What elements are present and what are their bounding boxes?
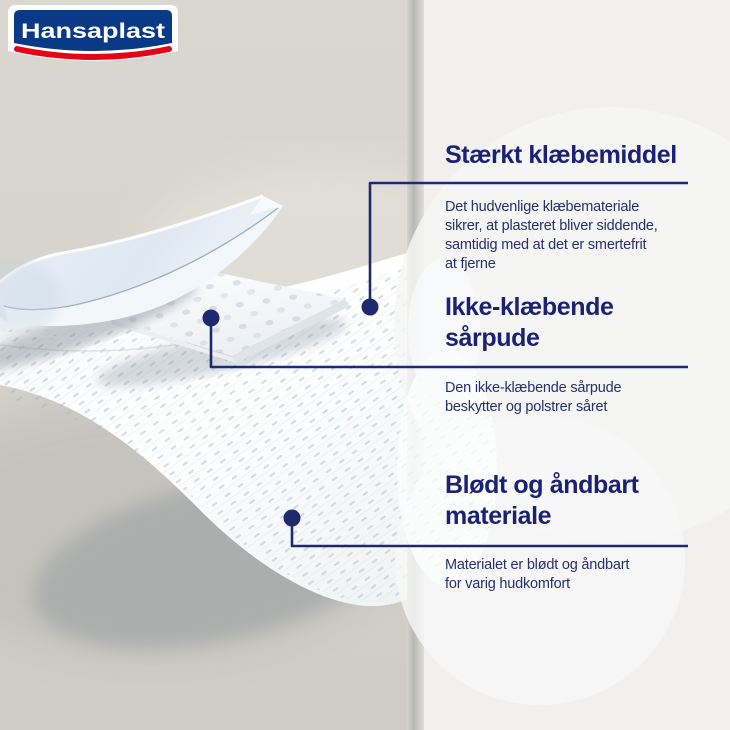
hansaplast-logo [8,5,178,61]
heading-bloedt-og-aandbart: Blødt og åndbart materiale [445,471,639,530]
heading-staerkt-klaebemiddel: Stærkt klæbemiddel [445,141,677,169]
marker-dot-wound-pad [203,310,220,327]
heading-ikke-klaebende-saarpude: Ikke-klæbende sårpude [445,293,614,352]
brand-wordmark: Hansaplast [21,20,166,43]
marker-dot-material [284,510,301,527]
body-bloedt-og-aandbart: Materialet er blødt og åndbart for varig hudkomfort [445,557,630,592]
body-ikke-klaebende-saarpude: Den ikke-klæbende sårpude beskytter og polstrer såret [445,380,622,415]
body-staerkt-klaebemiddel: Det hudvenlige klæbemateriale sikrer, at plasteret bliver siddende, samtidig med at det er smertefrit at fjerne [445,199,658,272]
panel-faded-plaster [408,258,480,402]
info-panel [394,0,730,730]
marker-dot-adhesive [362,299,379,316]
